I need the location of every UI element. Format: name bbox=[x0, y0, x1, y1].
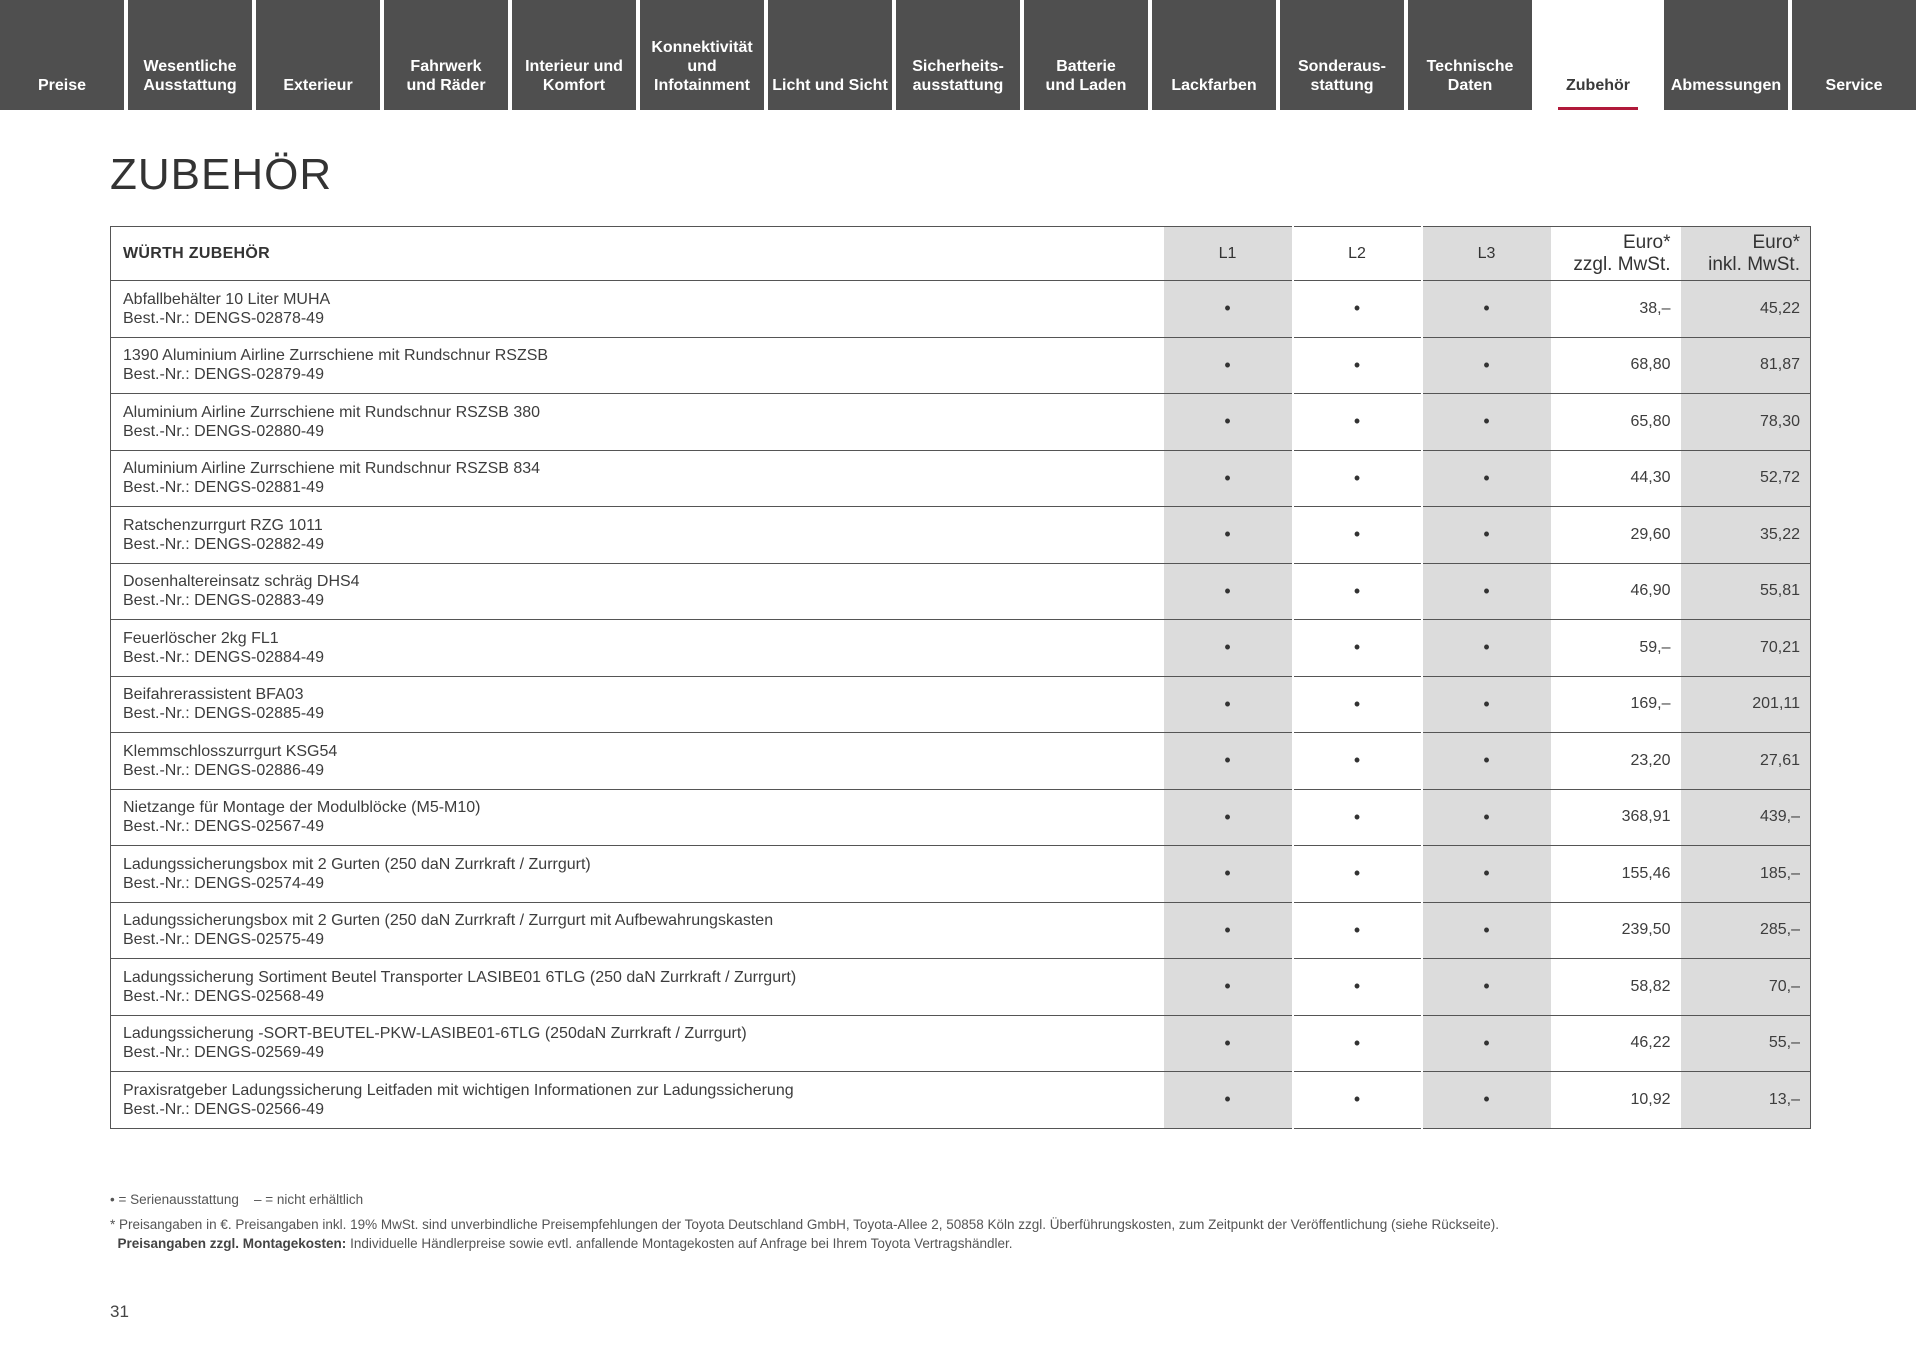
accessory-cell bbox=[111, 394, 1164, 451]
tab-label: Exterieur bbox=[283, 77, 353, 94]
price-excl-vat: 239,50 bbox=[1551, 902, 1681, 959]
l3-availability: • bbox=[1422, 959, 1551, 1016]
tab-label: Lackfarben bbox=[1171, 77, 1257, 94]
accessory-name: Dosenhaltereinsatz schräg DHS4 bbox=[123, 573, 360, 591]
order-number: Best.-Nr.: DENGS-02884-49 bbox=[123, 648, 324, 666]
header-euro-excl-line1: Euro* bbox=[1622, 231, 1671, 253]
l1-availability: • bbox=[1164, 563, 1293, 620]
accessory-cell bbox=[111, 846, 1164, 903]
accessory-name: Ladungssicherung Sortiment Beutel Transporter LASIBE01 6TLG (250 daN Zurrkraft / Zurrgurt) bbox=[123, 968, 797, 986]
table-row bbox=[111, 676, 1811, 733]
price-excl-vat: 59,– bbox=[1551, 620, 1681, 677]
accessory-name: Ladungssicherungsbox mit 2 Gurten (250 daN Zurrkraft / Zurrgurt mit Aufbewahrungskasten bbox=[123, 912, 774, 930]
l3-availability: • bbox=[1422, 450, 1551, 507]
price-incl-vat: 78,30 bbox=[1681, 394, 1811, 451]
order-number: Best.-Nr.: DENGS-02880-49 bbox=[123, 422, 324, 440]
page-number: 31 bbox=[110, 1302, 129, 1321]
header-euro-incl-vat bbox=[1681, 227, 1811, 281]
price-excl-vat: 169,– bbox=[1551, 676, 1681, 733]
order-number: Best.-Nr.: DENGS-02881-49 bbox=[123, 479, 324, 497]
price-excl-vat: 46,90 bbox=[1551, 563, 1681, 620]
l2-availability: • bbox=[1293, 507, 1422, 564]
table-row bbox=[111, 620, 1811, 677]
active-tab-indicator bbox=[1558, 107, 1638, 110]
order-number: Best.-Nr.: DENGS-02575-49 bbox=[123, 931, 324, 949]
l2-availability: • bbox=[1293, 563, 1422, 620]
tab-label: Service bbox=[1825, 77, 1883, 94]
tab-label: Fahrwerk und Räder bbox=[406, 58, 486, 94]
price-incl-vat: 439,– bbox=[1681, 789, 1811, 846]
l1-availability: • bbox=[1164, 789, 1293, 846]
tab-label: Sicherheits- ausstattung bbox=[912, 58, 1004, 94]
price-excl-vat: 29,60 bbox=[1551, 507, 1681, 564]
accessory-cell bbox=[111, 281, 1164, 338]
l2-availability: • bbox=[1293, 1072, 1422, 1129]
tab-batterie-und-laden[interactable] bbox=[1024, 0, 1148, 110]
l3-availability: • bbox=[1422, 1015, 1551, 1072]
l1-availability: • bbox=[1164, 846, 1293, 903]
order-number: Best.-Nr.: DENGS-02886-49 bbox=[123, 761, 324, 779]
header-l2: L2 bbox=[1293, 227, 1422, 281]
tab-label: Technische Daten bbox=[1426, 58, 1514, 94]
price-excl-vat: 10,92 bbox=[1551, 1072, 1681, 1129]
accessory-cell bbox=[111, 337, 1164, 394]
order-number: Best.-Nr.: DENGS-02883-49 bbox=[123, 592, 324, 610]
l2-availability: • bbox=[1293, 337, 1422, 394]
l2-availability: • bbox=[1293, 676, 1422, 733]
price-incl-vat: 70,21 bbox=[1681, 620, 1811, 677]
l1-availability: • bbox=[1164, 337, 1293, 394]
l3-availability: • bbox=[1422, 394, 1551, 451]
order-number: Best.-Nr.: DENGS-02879-49 bbox=[123, 366, 324, 384]
accessories-table bbox=[110, 226, 1811, 1129]
tab-label: Sonderaus- stattung bbox=[1297, 58, 1386, 94]
table-row bbox=[111, 733, 1811, 790]
l2-availability: • bbox=[1293, 959, 1422, 1016]
tab-zubehör[interactable] bbox=[1536, 0, 1660, 110]
accessory-cell bbox=[111, 902, 1164, 959]
tab-abmessungen[interactable] bbox=[1664, 0, 1788, 110]
l1-availability: • bbox=[1164, 394, 1293, 451]
accessory-cell bbox=[111, 676, 1164, 733]
price-incl-vat: 185,– bbox=[1681, 846, 1811, 903]
accessory-name: Ratschenzurrgurt RZG 1011 bbox=[123, 516, 323, 534]
l3-availability: • bbox=[1422, 676, 1551, 733]
tab-label: Preise bbox=[37, 77, 87, 94]
price-incl-vat: 70,– bbox=[1681, 959, 1811, 1016]
table-row bbox=[111, 846, 1811, 903]
order-number: Best.-Nr.: DENGS-02885-49 bbox=[123, 705, 324, 723]
l2-availability: • bbox=[1293, 846, 1422, 903]
l2-availability: • bbox=[1293, 789, 1422, 846]
l1-availability: • bbox=[1164, 450, 1293, 507]
footnotes bbox=[110, 1190, 1499, 1259]
accessory-name: Aluminium Airline Zurrschiene mit Rundschnur RSZSB 834 bbox=[123, 460, 541, 478]
price-incl-vat: 35,22 bbox=[1681, 507, 1811, 564]
tab-interieur-und-komfort[interactable] bbox=[512, 0, 636, 110]
accessory-name: Praxisratgeber Ladungssicherung Leitfaden mit wichtigen Informationen zur Ladungssicherung bbox=[123, 1081, 794, 1099]
tab-sicherheits-ausstattung[interactable] bbox=[896, 0, 1020, 110]
table-header-row bbox=[111, 227, 1811, 281]
table-row bbox=[111, 337, 1811, 394]
table-row bbox=[111, 563, 1811, 620]
price-incl-vat: 55,– bbox=[1681, 1015, 1811, 1072]
price-excl-vat: 58,82 bbox=[1551, 959, 1681, 1016]
header-euro-excl-line2: zzgl. MwSt. bbox=[1573, 253, 1671, 275]
accessory-name: Aluminium Airline Zurrschiene mit Rundschnur RSZSB 380 bbox=[123, 403, 541, 421]
l1-availability: • bbox=[1164, 1015, 1293, 1072]
l2-availability: • bbox=[1293, 902, 1422, 959]
l2-availability: • bbox=[1293, 394, 1422, 451]
header-l1: L1 bbox=[1164, 227, 1293, 281]
l3-availability: • bbox=[1422, 337, 1551, 394]
header-euro-incl-line1: Euro* bbox=[1752, 231, 1800, 253]
l2-availability: • bbox=[1293, 1015, 1422, 1072]
header-euro-excl-vat bbox=[1551, 227, 1681, 281]
price-note bbox=[110, 1215, 1499, 1253]
l1-availability: • bbox=[1164, 620, 1293, 677]
accessory-name: Abfallbehälter 10 Liter MUHA bbox=[123, 290, 331, 308]
table-row bbox=[111, 1015, 1811, 1072]
l1-availability: • bbox=[1164, 1072, 1293, 1129]
l3-availability: • bbox=[1422, 507, 1551, 564]
l3-availability: • bbox=[1422, 789, 1551, 846]
table-row bbox=[111, 281, 1811, 338]
tab-konnektivität-und-infotainment[interactable] bbox=[640, 0, 764, 110]
header-euro-incl-line2: inkl. MwSt. bbox=[1708, 253, 1800, 275]
accessory-cell bbox=[111, 959, 1164, 1016]
accessory-name: Beifahrerassistent BFA03 bbox=[123, 686, 304, 704]
price-incl-vat: 55,81 bbox=[1681, 563, 1811, 620]
price-incl-vat: 285,– bbox=[1681, 902, 1811, 959]
tab-fahrwerk-und-räder[interactable] bbox=[384, 0, 508, 110]
table-row bbox=[111, 959, 1811, 1016]
table-row bbox=[111, 507, 1811, 564]
l3-availability: • bbox=[1422, 1072, 1551, 1129]
tab-label: Abmessungen bbox=[1670, 77, 1782, 94]
order-number: Best.-Nr.: DENGS-02574-49 bbox=[123, 874, 324, 892]
l3-availability: • bbox=[1422, 281, 1551, 338]
tab-label: Interieur und Komfort bbox=[525, 58, 623, 94]
accessory-name: Feuerlöscher 2kg FL1 bbox=[123, 629, 279, 647]
header-accessory-name: WÜRTH ZUBEHÖR bbox=[111, 227, 1164, 281]
accessory-name: Klemmschlosszurrgurt KSG54 bbox=[123, 742, 338, 760]
l3-availability: • bbox=[1422, 733, 1551, 790]
price-incl-vat: 81,87 bbox=[1681, 337, 1811, 394]
price-excl-vat: 23,20 bbox=[1551, 733, 1681, 790]
table-row bbox=[111, 450, 1811, 507]
accessory-cell bbox=[111, 620, 1164, 677]
page-title: ZUBEHÖR bbox=[110, 150, 333, 199]
accessory-name: 1390 Aluminium Airline Zurrschiene mit Rundschnur RSZSB bbox=[123, 347, 549, 365]
l1-availability: • bbox=[1164, 902, 1293, 959]
l2-availability: • bbox=[1293, 620, 1422, 677]
tab-exterieur[interactable] bbox=[256, 0, 380, 110]
l1-availability: • bbox=[1164, 676, 1293, 733]
table-row bbox=[111, 789, 1811, 846]
accessory-name: Ladungssicherung -SORT-BEUTEL-PKW-LASIBE01-6TLG (250daN Zurrkraft / Zurrgurt) bbox=[123, 1025, 747, 1043]
accessory-cell bbox=[111, 1015, 1164, 1072]
price-excl-vat: 46,22 bbox=[1551, 1015, 1681, 1072]
tab-technische-daten[interactable] bbox=[1408, 0, 1532, 110]
l3-availability: • bbox=[1422, 563, 1551, 620]
table-row bbox=[111, 902, 1811, 959]
order-number: Best.-Nr.: DENGS-02569-49 bbox=[123, 1044, 324, 1062]
price-incl-vat: 13,– bbox=[1681, 1072, 1811, 1129]
price-incl-vat: 27,61 bbox=[1681, 733, 1811, 790]
legend-note: • = Serienausstattung – = nicht erhältlich bbox=[110, 1192, 364, 1207]
l2-availability: • bbox=[1293, 450, 1422, 507]
price-excl-vat: 368,91 bbox=[1551, 789, 1681, 846]
price-incl-vat: 52,72 bbox=[1681, 450, 1811, 507]
tab-preise[interactable] bbox=[0, 0, 124, 110]
price-excl-vat: 44,30 bbox=[1551, 450, 1681, 507]
price-note-text: * Preisangaben in €. Preisangaben inkl. 19% MwSt. sind unverbindliche Preisempfehlungen der Toyota Deutschland GmbH, Toyota-Allee 2, 50858 Köln zzgl. Überführungskosten, zum Zeitpunkt der Veröffentlichung (siehe Rückseite). bbox=[110, 1217, 1500, 1232]
tab-label: Wesentliche Ausstattung bbox=[143, 58, 237, 94]
tab-licht-und-sicht[interactable] bbox=[768, 0, 892, 110]
tab-label: Konnektivität und Infotainment bbox=[651, 39, 753, 94]
price-excl-vat: 65,80 bbox=[1551, 394, 1681, 451]
top-navigation bbox=[0, 0, 1920, 110]
mount-note-label: Preisangaben zzgl. Montagekosten: bbox=[117, 1236, 347, 1251]
tab-wesentliche-ausstattung[interactable] bbox=[128, 0, 252, 110]
accessory-cell bbox=[111, 450, 1164, 507]
l3-availability: • bbox=[1422, 902, 1551, 959]
price-incl-vat: 45,22 bbox=[1681, 281, 1811, 338]
accessory-cell bbox=[111, 789, 1164, 846]
accessory-cell bbox=[111, 1072, 1164, 1129]
tab-service[interactable] bbox=[1792, 0, 1916, 110]
table-row bbox=[111, 394, 1811, 451]
order-number: Best.-Nr.: DENGS-02878-49 bbox=[123, 309, 324, 327]
order-number: Best.-Nr.: DENGS-02566-49 bbox=[123, 1100, 324, 1118]
l3-availability: • bbox=[1422, 846, 1551, 903]
l1-availability: • bbox=[1164, 959, 1293, 1016]
table-row bbox=[111, 1072, 1811, 1129]
l1-availability: • bbox=[1164, 507, 1293, 564]
table-body bbox=[111, 281, 1811, 1129]
order-number: Best.-Nr.: DENGS-02568-49 bbox=[123, 987, 324, 1005]
order-number: Best.-Nr.: DENGS-02567-49 bbox=[123, 818, 324, 836]
mount-note-text: Individuelle Händlerpreise sowie evtl. anfallende Montagekosten auf Anfrage bei Ihrem Toyota Vertragshändler. bbox=[346, 1236, 1013, 1251]
l1-availability: • bbox=[1164, 281, 1293, 338]
tab-sonderaus-stattung[interactable] bbox=[1280, 0, 1404, 110]
accessory-cell bbox=[111, 507, 1164, 564]
accessories-table-wrapper bbox=[110, 226, 1811, 1129]
price-excl-vat: 68,80 bbox=[1551, 337, 1681, 394]
accessory-name: Nietzange für Montage der Modulblöcke (M5-M10) bbox=[123, 799, 481, 817]
l2-availability: • bbox=[1293, 281, 1422, 338]
l1-availability: • bbox=[1164, 733, 1293, 790]
tab-label: Licht und Sicht bbox=[772, 77, 888, 94]
accessory-cell bbox=[111, 733, 1164, 790]
l3-availability: • bbox=[1422, 620, 1551, 677]
header-l3: L3 bbox=[1422, 227, 1551, 281]
l2-availability: • bbox=[1293, 733, 1422, 790]
accessory-name: Ladungssicherungsbox mit 2 Gurten (250 daN Zurrkraft / Zurrgurt) bbox=[123, 855, 591, 873]
price-excl-vat: 38,– bbox=[1551, 281, 1681, 338]
tab-label: Zubehör bbox=[1566, 77, 1630, 94]
price-excl-vat: 155,46 bbox=[1551, 846, 1681, 903]
order-number: Best.-Nr.: DENGS-02882-49 bbox=[123, 535, 324, 553]
tab-label: Batterie und Laden bbox=[1045, 58, 1127, 94]
price-incl-vat: 201,11 bbox=[1681, 676, 1811, 733]
tab-lackfarben[interactable] bbox=[1152, 0, 1276, 110]
accessory-cell bbox=[111, 563, 1164, 620]
